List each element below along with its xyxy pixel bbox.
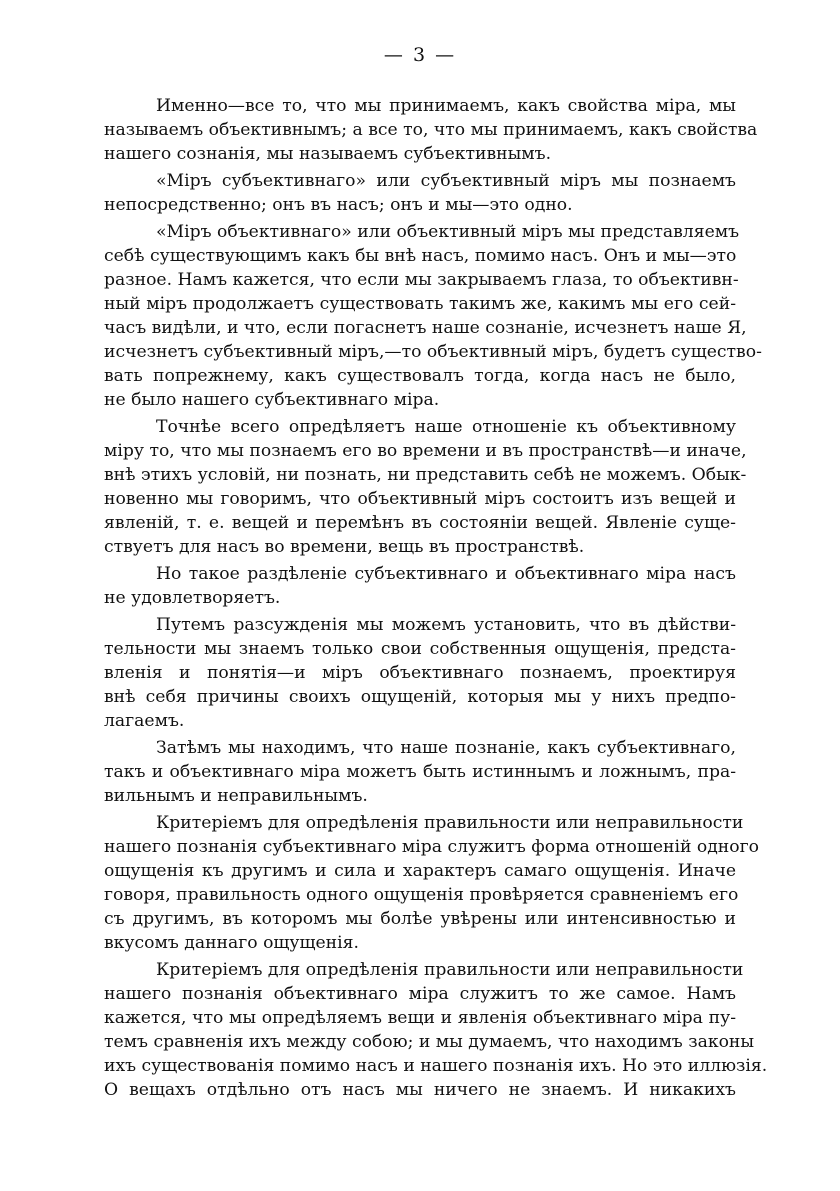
text-line: нашего познанія субъективнаго міра служитъ форма отношеній одного bbox=[104, 837, 759, 857]
text-line: вленія и понятія—и міръ объективнаго познаемъ, проектируя bbox=[104, 663, 736, 683]
paragraph-5 bbox=[104, 562, 736, 610]
text-line: не удовлетворяетъ. bbox=[104, 588, 281, 608]
text-line: разное. Намъ кажется, что если мы закрываемъ глаза, то объективн- bbox=[104, 270, 739, 290]
paragraph-9 bbox=[104, 958, 768, 1102]
text-line: ощущенія къ другимъ и сила и характеръ самаго ощущенія. Иначе bbox=[104, 861, 736, 881]
paragraph-1 bbox=[104, 94, 758, 166]
text-line: Затѣмъ мы находимъ, что наше познаніе, какъ субъективнаго, bbox=[156, 738, 736, 758]
text-line: Критеріемъ для опредѣленія правильности или неправильности bbox=[156, 813, 744, 833]
text-line: Но такое раздѣленіе субъективнаго и объективнаго міра насъ bbox=[156, 564, 736, 584]
text-line: вать попрежнему, какъ существовалъ тогда, когда насъ не было, bbox=[104, 366, 736, 386]
text-line: ихъ существованія помимо насъ и нашего познанія ихъ. Но это иллюзія. bbox=[104, 1056, 768, 1076]
text-line: Критеріемъ для опредѣленія правильности или неправильности bbox=[156, 960, 744, 980]
paragraph-8 bbox=[104, 811, 759, 955]
text-line: непосредственно; онъ въ насъ; онъ и мы—это одно. bbox=[104, 195, 573, 215]
text-line: нашего сознанія, мы называемъ субъективнымъ. bbox=[104, 144, 552, 164]
text-line: вкусомъ даннаго ощущенія. bbox=[104, 933, 359, 953]
text-line: себѣ существующимъ какъ бы внѣ насъ, помимо насъ. Онъ и мы—это bbox=[104, 246, 737, 266]
text-line: часъ видѣли, и что, если погаснетъ наше сознаніе, исчезнетъ наше Я, bbox=[104, 318, 747, 338]
paragraph-4 bbox=[104, 415, 747, 559]
text-line: называемъ объективнымъ; а все то, что мы принимаемъ, какъ свойства bbox=[104, 120, 758, 140]
text-line: лагаемъ. bbox=[104, 711, 185, 731]
text-line: нашего познанія объективнаго міра служитъ то же самое. Намъ bbox=[104, 984, 736, 1004]
paragraph-6 bbox=[104, 613, 736, 733]
page-number: — 3 — bbox=[383, 44, 457, 66]
text-line: темъ сравненія ихъ между собою; и мы думаемъ, что находимъ законы bbox=[104, 1032, 755, 1052]
text-line: вильнымъ и неправильнымъ. bbox=[104, 786, 368, 806]
text-line: внѣ себя причины своихъ ощущеній, которыя мы у нихъ предпо- bbox=[104, 687, 736, 707]
text-line: внѣ этихъ условій, ни познать, ни представить себѣ не можемъ. Обык- bbox=[104, 465, 747, 485]
text-line: съ другимъ, въ которомъ мы болѣе увѣрены или интенсивностью и bbox=[104, 909, 736, 929]
text-line: такъ и объективнаго міра можетъ быть истиннымъ и ложнымъ, пра- bbox=[104, 762, 736, 782]
text-line: явленій, т. е. вещей и перемѣнъ въ состояніи вещей. Явленіе суще- bbox=[104, 513, 736, 533]
text-line: ный міръ продолжаетъ существовать такимъ же, какимъ мы его сей- bbox=[104, 294, 736, 314]
paragraph-2 bbox=[104, 169, 736, 217]
text-line: міру то, что мы познаемъ его во времени и въ пространствѣ—и иначе, bbox=[104, 441, 747, 461]
text-line: Именно—все то, что мы принимаемъ, какъ свойства міра, мы bbox=[156, 96, 736, 116]
text-line: кажется, что мы опредѣляемъ вещи и явленія объективнаго міра пу- bbox=[104, 1008, 736, 1028]
text-line: исчезнетъ субъективный міръ,—то объективный міръ, будетъ существо- bbox=[104, 342, 762, 362]
text-line: тельности мы знаемъ только свои собственныя ощущенія, предста- bbox=[104, 639, 736, 659]
text-line: не было нашего субъективнаго міра. bbox=[104, 390, 440, 410]
text-line: Путемъ разсужденія мы можемъ установить, что въ дѣйстви- bbox=[156, 615, 736, 635]
text-line: новенно мы говоримъ, что объективный міръ состоитъ изъ вещей и bbox=[104, 489, 736, 509]
paragraph-7 bbox=[104, 736, 736, 808]
text-line: говоря, правильность одного ощущенія провѣряется сравненіемъ его bbox=[104, 885, 739, 905]
text-line: «Міръ субъективнаго» или субъективный міръ мы познаемъ bbox=[156, 171, 736, 191]
text-line: Точнѣе всего опредѣляетъ наше отношеніе къ объективному bbox=[156, 417, 736, 437]
paragraph-3 bbox=[104, 220, 762, 412]
text-line: О вещахъ отдѣльно отъ насъ мы ничего не знаемъ. И никакихъ bbox=[104, 1080, 736, 1100]
text-line: «Міръ объективнаго» или объективный міръ мы представляемъ bbox=[156, 222, 740, 242]
body-text bbox=[104, 94, 768, 1105]
text-line: ствуетъ для насъ во времени, вещь въ пространствѣ. bbox=[104, 537, 585, 557]
